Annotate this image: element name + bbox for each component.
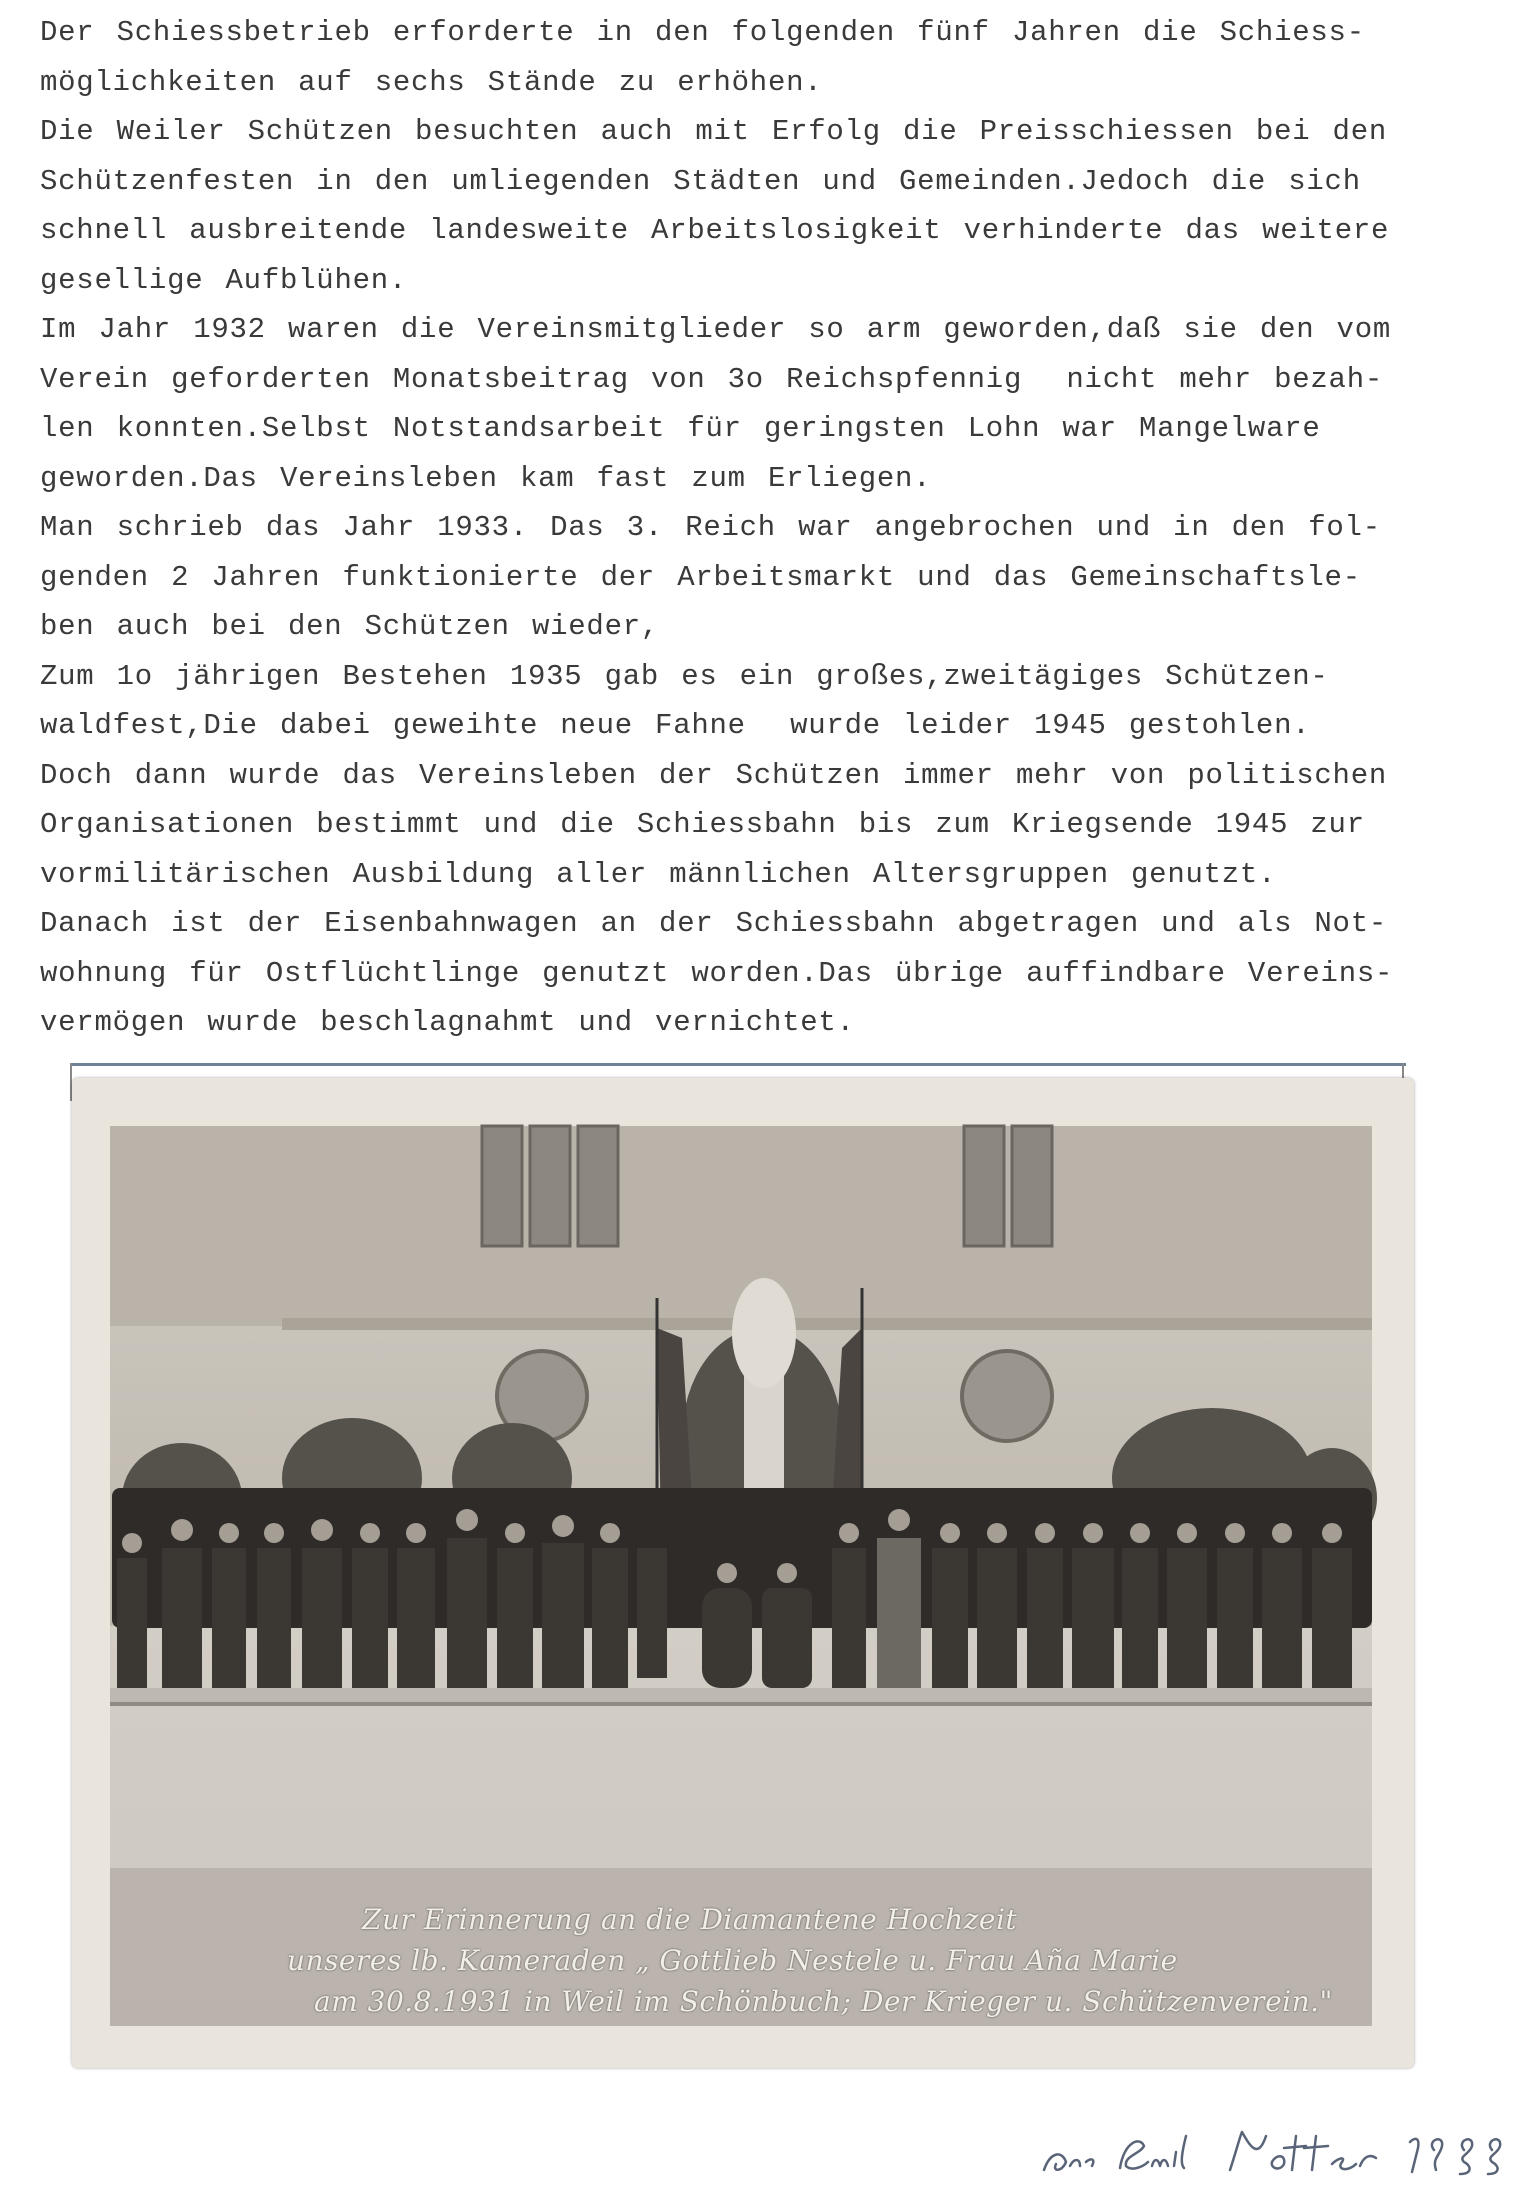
text-line: Man schrieb das Jahr 1933. Das 3. Reich war angebrochen und in den fol-	[40, 511, 1381, 544]
text-line: Schützenfesten in den umliegenden Städten und Gemeinden.Jedoch die sich	[40, 164, 1361, 198]
handwritten-signature	[1040, 2122, 1510, 2182]
text-line: schnell ausbreitende landesweite Arbeitslosigkeit verhinderte das weitere	[40, 214, 1390, 247]
photo-caption-line: am 30.8.1931 in Weil im Schönbuch; Der Krieger u. Schützenverein."	[314, 1985, 1333, 2018]
photo-caption-line: Zur Erinnerung an die Diamantene Hochzeit	[362, 1903, 1018, 1936]
typed-text-block	[40, 8, 1530, 1048]
text-line: Die Weiler Schützen besuchten auch mit Erfolg die Preisschiessen bei den	[40, 115, 1388, 148]
text-line: ben auch bei den Schützen wieder,	[40, 610, 660, 643]
text-line: Verein geforderten Monatsbeitrag von 3o Reichspfennig nicht mehr bezah-	[40, 362, 1384, 396]
text-line: len konnten.Selbst Notstandsarbeit für geringsten Lohn war Mangelware	[40, 412, 1321, 445]
text-line: Doch dann wurde das Vereinsleben der Schützen immer mehr von politischen	[40, 758, 1388, 792]
text-line: Danach ist der Eisenbahnwagen an der Schiessbahn abgetragen und als Not-	[40, 907, 1388, 940]
text-line: vermögen wurde beschlagnahmt und vernichtet.	[40, 1006, 855, 1039]
historical-group-photo	[72, 1078, 1414, 2068]
photo-mount-strip	[70, 1063, 1406, 1066]
text-line: wohnung für Ostflüchtlinge genutzt worden.Das übrige auffindbare Vereins-	[40, 956, 1394, 990]
text-line: Im Jahr 1932 waren die Vereinsmitglieder so arm geworden,daß sie den vom	[40, 313, 1392, 346]
text-line: möglichkeiten auf sechs Stände zu erhöhen.	[40, 65, 823, 99]
text-line: Der Schiessbetrieb erforderte in den folgenden fünf Jahren die Schiess-	[40, 16, 1365, 49]
text-line: Organisationen bestimmt und die Schiessbahn bis zum Kriegsende 1945 zur	[40, 808, 1365, 841]
text-line: Zum 1o jährigen Bestehen 1935 gab es ein großes,zweitägiges Schützen-	[40, 659, 1329, 693]
text-line: geworden.Das Vereinsleben kam fast zum Erliegen.	[40, 461, 932, 495]
text-line: vormilitärischen Ausbildung aller männlichen Altersgruppen genutzt.	[40, 857, 1277, 891]
text-line: genden 2 Jahren funktionierte der Arbeitsmarkt und das Gemeinschaftsle-	[40, 560, 1361, 594]
photo-caption-line: unseres lb. Kameraden „ Gottlieb Nestele u. Frau Aña Marie	[287, 1944, 1178, 1977]
text-line: waldfest,Die dabei geweihte neue Fahne wurde leider 1945 gestohlen.	[40, 709, 1311, 742]
text-line: gesellige Aufblühen.	[40, 263, 408, 297]
